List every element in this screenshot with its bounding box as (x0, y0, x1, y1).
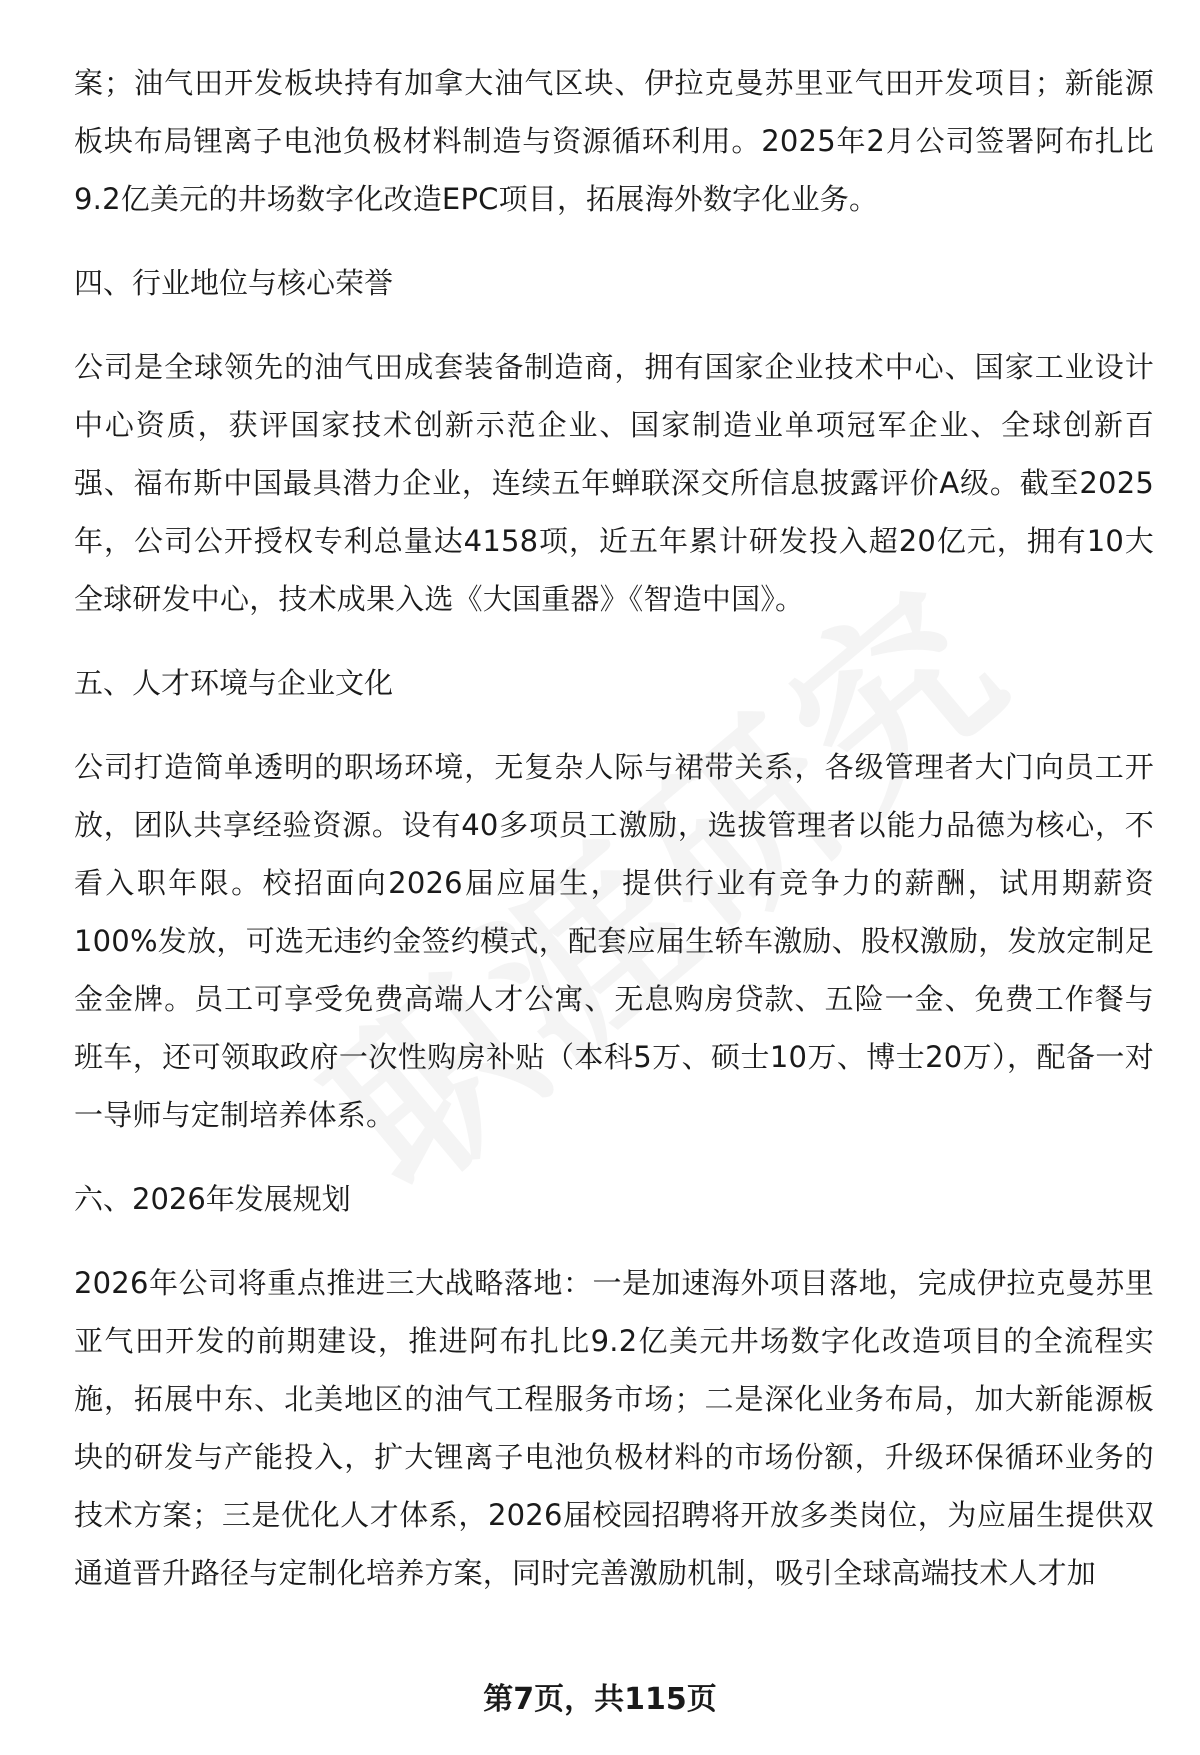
section-heading-development-plan: 六、2026年发展规划 (74, 1182, 351, 1216)
section-heading-industry-position: 四、行业地位与核心荣誉 (74, 266, 394, 300)
document-body (74, 54, 1154, 1602)
paragraph-industry-position: 公司是全球领先的油气田成套装备制造商，拥有国家企业技术中心、国家工业设计中心资质，获评国家技术创新示范企业、国家制造业单项冠军企业、全球创新百强、福布斯中国最具潜力企业，连续五年蝉联深交所信息披露评价A级。截至2025年，公司公开授权专利总量达4158项，近五年累计研发投入超20亿元，拥有10大全球研发中心，技术成果入选《大国重器》《智造中国》。 (74, 350, 1154, 616)
section-heading-talent-culture: 五、人才环境与企业文化 (74, 666, 394, 700)
paragraph-talent-culture: 公司打造简单透明的职场环境，无复杂人际与裙带关系，各级管理者大门向员工开放，团队共享经验资源。设有40多项员工激励，选拔管理者以能力品德为核心，不看入职年限。校招面向2026届应届生，提供行业有竞争力的薪酬，试用期薪资100%发放，可选无违约金签约模式，配套应届生轿车激励、股权激励，发放定制足金金牌。员工可享受免费高端人才公寓、无息购房贷款、五险一金、免费工作餐与班车，还可领取政府一次性购房补贴（本科5万、硕士10万、博士20万），配备一对一导师与定制培养体系。 (74, 750, 1154, 1132)
page-number-footer: 第7页，共115页 (483, 1682, 717, 1717)
paragraph-business-segments: 案；油气田开发板块持有加拿大油气区块、伊拉克曼苏里亚气田开发项目；新能源板块布局锂离子电池负极材料制造与资源循环利用。2025年2月公司签署阿布扎比9.2亿美元的井场数字化改造EPC项目，拓展海外数字化业务。 (74, 66, 1154, 216)
paragraph-development-plan: 2026年公司将重点推进三大战略落地：一是加速海外项目落地，完成伊拉克曼苏里亚气田开发的前期建设，推进阿布扎比9.2亿美元井场数字化改造项目的全流程实施，拓展中东、北美地区的油气工程服务市场；二是深化业务布局，加大新能源板块的研发与产能投入，扩大锂离子电池负极材料的市场份额，升级环保循环业务的技术方案；三是优化人才体系，2026届校园招聘将开放多类岗位，为应届生提供双通道晋升路径与定制化培养方案，同时完善激励机制，吸引全球高端技术人才加 (74, 1266, 1154, 1590)
